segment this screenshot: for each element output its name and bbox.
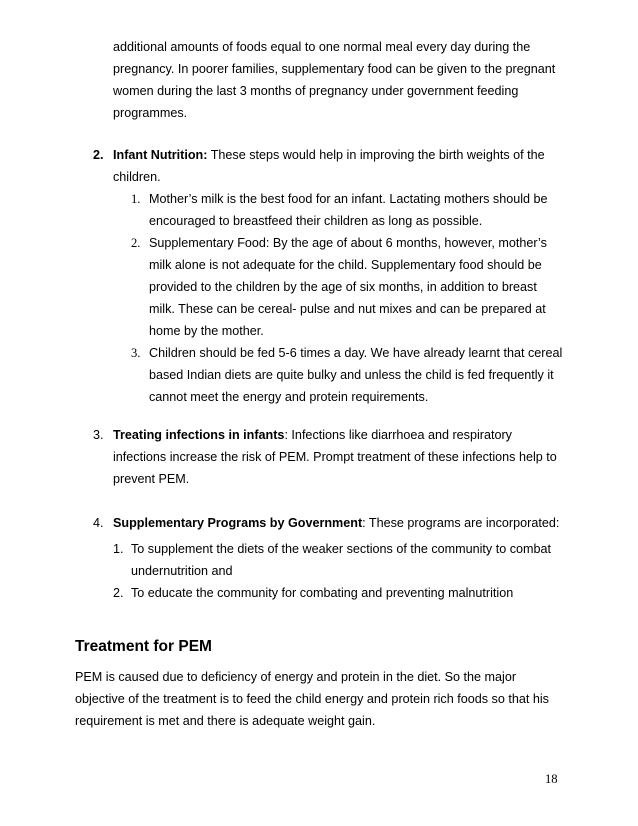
sub-list-number: 3. — [131, 346, 141, 360]
list-item-body: These steps would help in improving the birth weights of the children. — [113, 148, 545, 184]
list-item-text — [113, 512, 583, 534]
list-item-title: Supplementary Programs by Government — [113, 516, 363, 530]
sub-list-text: To supplement the diets of the weaker sections of the community to combat undernutrition and — [131, 542, 552, 578]
list-item-body: : Infections like diarrhoea and respiratory infections increase the risk of PEM. Prompt treatment of these infections help to prevent PEM. — [113, 428, 557, 486]
list-item-text — [113, 144, 573, 188]
list-item-number: 4. — [93, 516, 104, 530]
list-item-body: : These programs are incorporated: — [362, 516, 560, 530]
list-item-number: 2. — [93, 148, 104, 162]
sub-list-text: Supplementary Food: By the age of about 6 months, however, mother’s milk alone is not adequate for the child. Supplementary food should be provided to the children by the age of six months, in addition to breast milk. These can be cereal- pulse and nut mixes and can be prepared at home by the mother. — [149, 236, 547, 338]
list-item-title: Treating infections in infants — [113, 428, 285, 442]
section-heading: Treatment for PEM — [75, 638, 212, 655]
sub-list-number: 1. — [131, 192, 141, 206]
sub-list-number: 1. — [113, 542, 124, 556]
sub-list-number: 2. — [113, 586, 124, 600]
page-number: 18 — [545, 772, 558, 786]
continuation-paragraph: additional amounts of foods equal to one normal meal every day during the pregnancy. In poorer families, supplementary food can be given to the pregnant women during the last 3 months of pregnancy under government feeding programmes. — [113, 40, 556, 120]
list-item-text — [113, 424, 568, 490]
sub-list-text: Mother’s milk is the best food for an infant. Lactating mothers should be encouraged to breastfeed their children as long as possible. — [149, 192, 548, 228]
section-paragraph: PEM is caused due to deficiency of energy and protein in the diet. So the major objective of the treatment is to feed the child energy and protein rich foods so that his requirement is met and there is adequate weight gain. — [75, 670, 549, 728]
sub-list-text: To educate the community for combating and preventing malnutrition — [131, 586, 514, 600]
list-item-title: Infant Nutrition: — [113, 148, 208, 162]
list-item-number: 3. — [93, 428, 104, 442]
sub-list-number: 2. — [131, 236, 141, 250]
sub-list-text: Children should be fed 5-6 times a day. We have already learnt that cereal based Indian diets are quite bulky and unless the child is fed frequently it cannot meet the energy and protein requirements. — [149, 346, 563, 404]
